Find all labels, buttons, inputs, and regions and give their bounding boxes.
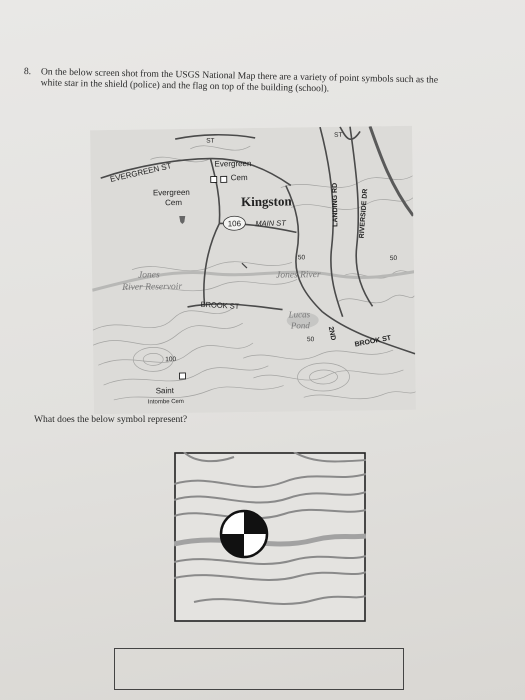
contour-label-100: 100 [165,356,177,364]
jones-river-label: Jones River [276,270,321,281]
riverside-dr-label: RIVERSIDE DR [358,188,370,239]
contour-label-50: 50 [306,336,315,344]
route-106-label: 106 [227,219,242,229]
lucas-pond-label-line1: Lucas [288,309,311,320]
evergreen-cem-top-label: Evergreen [214,159,252,169]
usgs-map-screenshot [90,126,416,414]
map-symbol-graphic [174,452,366,622]
saint-cem-label: Intombe Cem [147,398,184,406]
contour-label-50: 50 [297,254,306,262]
question-block [23,66,444,95]
answer-box[interactable] [114,648,404,690]
evergreen-st-label: EVERGREEN ST [109,161,173,184]
map-graphic [90,126,416,414]
landing-rd-label: LANDING RD [331,182,340,227]
main-st-label: MAIN ST [255,218,286,228]
map-symbol-figure [174,452,366,622]
route-106-shield [223,216,245,230]
kingston-label: Kingston [240,193,292,210]
building-icon [211,176,217,182]
symbol-prompt: What does the below symbol represent? [34,414,188,425]
st-top-label: ST [206,137,215,145]
brook-st-label: BROOK ST [200,299,240,311]
cem-left-label: Cem [164,197,183,208]
benchmark-symbol-icon [221,511,267,557]
building-icon [179,373,185,379]
question-text: On the below screen shot from the USGS National Map there are a variety of point symbols such as the white star in the shield (police) and the flag on top of the building (school). [40,66,439,95]
contour-label-50: 50 [389,254,398,263]
jones-reservoir-label-line1: Jones [137,270,160,281]
building-icon [221,176,227,182]
second-st-label: 2ND [326,326,337,342]
lucas-pond-label-line2: Pond [290,320,310,331]
cem-top-label: Cem [230,173,248,183]
jones-reservoir-label-line2: River Reservoir [122,281,183,293]
st-top-right-label: ST [334,131,343,139]
saint-label: Saint [155,386,174,396]
brook-st-right-label: BROOK ST [354,334,392,349]
evergreen-cem-left-label: Evergreen [152,187,190,198]
question-number: 8. [23,66,32,78]
